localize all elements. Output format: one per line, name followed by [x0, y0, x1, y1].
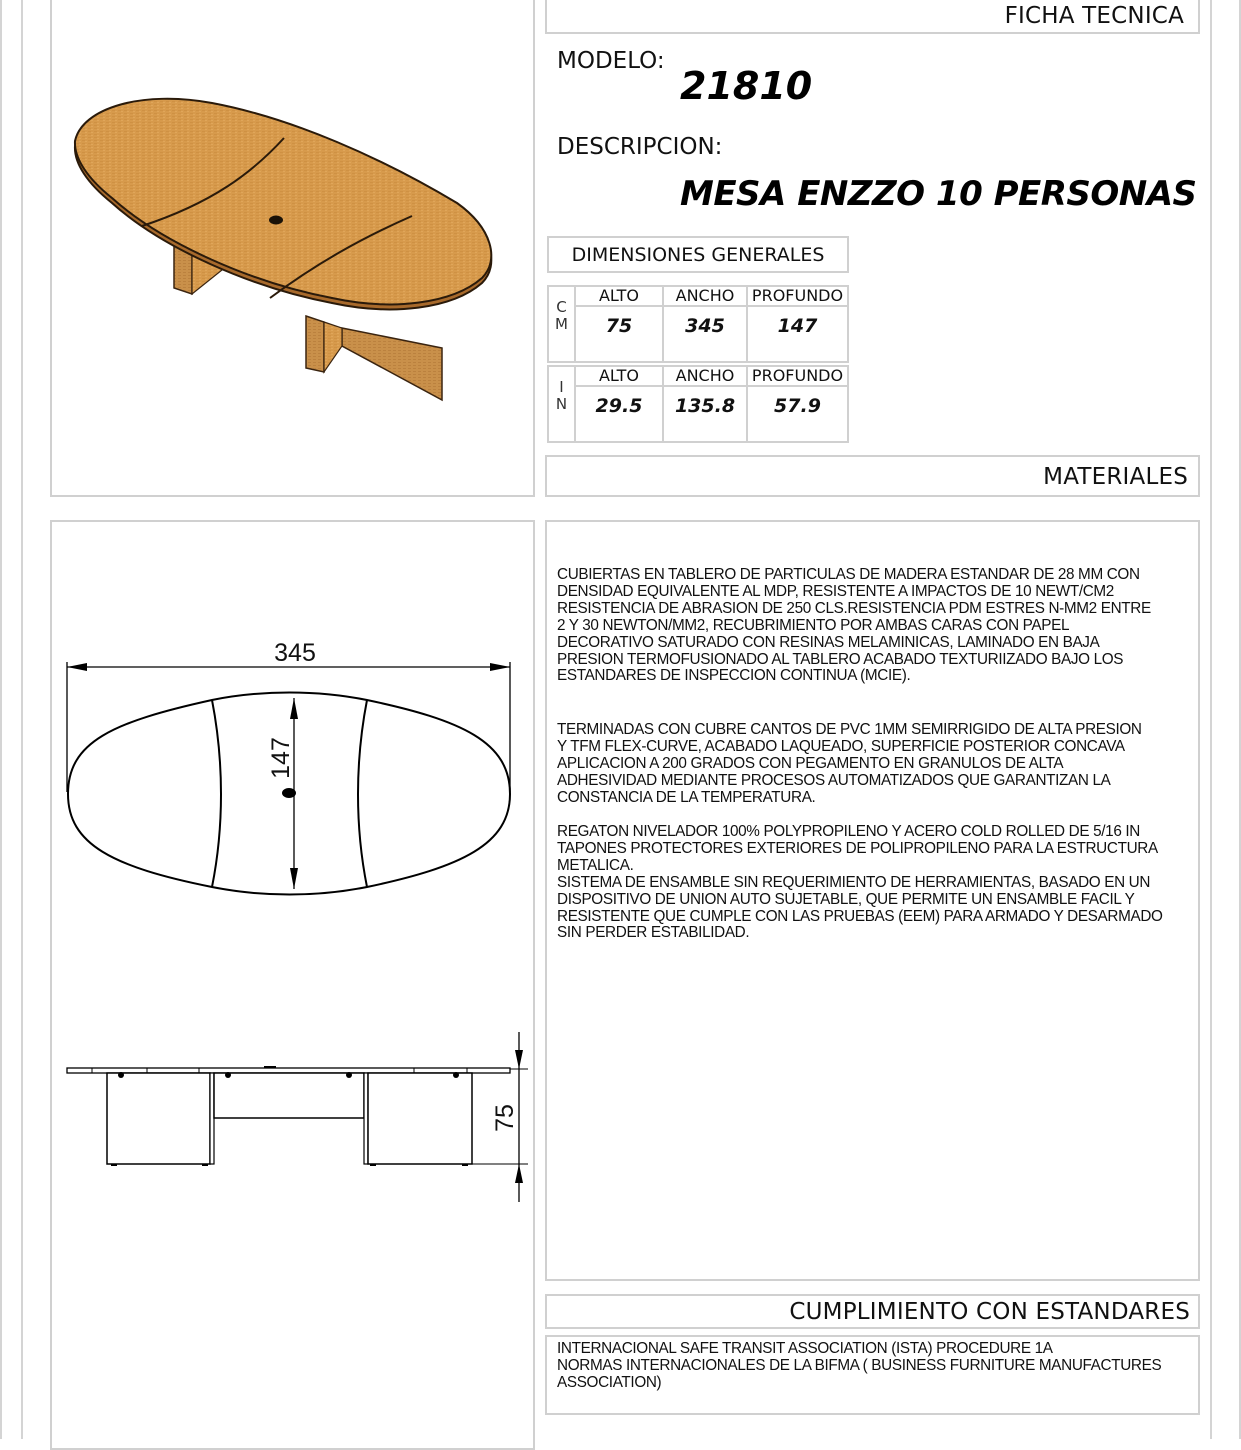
table-leg-right: [306, 316, 442, 400]
sheet-title-header: [545, 0, 1200, 34]
table-top-surface: [75, 99, 491, 305]
side-view-leg-left: [107, 1073, 210, 1164]
top-view-seam-right: [358, 700, 367, 887]
unit-in-line2: N: [555, 395, 568, 413]
arrow-right-icon: [490, 663, 510, 671]
model-value: 21810: [680, 64, 813, 108]
model-label: MODELO:: [557, 48, 665, 74]
arrow-left-icon: [67, 663, 87, 671]
width-dimension-label: 345: [274, 639, 316, 667]
table-isometric-render: [52, 0, 533, 495]
dimensions-table-in: [547, 365, 849, 443]
dimensions-title-box: [547, 236, 849, 273]
arrow-up-icon: [290, 698, 298, 719]
side-view-leg-right: [368, 1073, 472, 1164]
frame-line-right-inner: [1210, 0, 1212, 1439]
standards-header: [545, 1294, 1200, 1329]
unit-cell-in: [548, 366, 575, 442]
drawings-panel: [50, 520, 535, 1450]
frame-line-left-inner: [21, 0, 23, 1439]
arrow-up-icon: [515, 1164, 523, 1183]
value-profundo-cm: 147: [747, 306, 848, 362]
description-label: DESCRIPCION:: [557, 134, 723, 160]
top-view-drawing: [52, 522, 533, 1448]
materials-title: MATERIALES: [1043, 464, 1188, 490]
cable-grommet-icon: [269, 216, 283, 225]
side-view-beam: [214, 1073, 364, 1118]
render-panel: [50, 0, 535, 497]
header-ancho: ANCHO: [663, 366, 747, 386]
top-view-seam-left: [212, 700, 221, 887]
header-ancho: ANCHO: [663, 286, 747, 306]
standards-text: INTERNACIONAL SAFE TRANSIT ASSOCIATION (ISTA) PROCEDURE 1A NORMAS INTERNACIONALES DE LA BIFMA ( BUSINESS FURNITURE MANUFACTURES ASSOCIATION): [557, 1340, 1162, 1391]
unit-cm-line1: C: [556, 298, 567, 316]
dimensions-table-cm: [547, 285, 849, 363]
materials-paragraph-2: TERMINADAS CON CUBRE CANTOS DE PVC 1MM SEMIRRIGIDO DE ALTA PRESION Y TFM FLEX-CURVE, ACABADO LAQUEADO, SUPERFICIE POSTERIOR CONCAVA APLICACION A 200 GRADOS CON PEGAMENTO EN GRANULOS DE ALTA ADHESIVIDAD MEDIANTE PROCESOS AUTOMATIZADOS QUE GARANTIZAN LA CONSTANCIA DE LA TEMPERATURA.: [557, 721, 1142, 806]
sheet-title: FICHA TECNICA: [1004, 3, 1184, 29]
side-view-drawing: [67, 1066, 510, 1166]
materials-paragraph-1: CUBIERTAS EN TABLERO DE PARTICULAS DE MADERA ESTANDAR DE 28 MM CON DENSIDAD EQUIVALENTE AL MDP, RESISTENTE A IMPACTOS DE 10 NEWT/CM2 RESISTENCIA DE ABRASION DE 250 CLS.RESISTENCIA PDM ESTRES N-MM2 ENTRE 2 Y 30 NEWTON/MM2, RECUBRIMIENTO POR AMBAS CARAS CON PAPEL DECORATIVO SATURADO CON RESINAS MELAMINICAS, LAMINADO EN BAJA PRESION TERMOFUSIONADO AL TABLERO ACABADO TEXTURIIZADO BAJO LOS ESTANDARES DE INSPECCION CONTINUA (MCIE).: [557, 566, 1151, 685]
unit-in-line1: I: [559, 378, 564, 396]
frame-line-left-outer: [0, 0, 2, 1439]
materials-paragraph-3: REGATON NIVELADOR 100% POLYPROPILENO Y ACERO COLD ROLLED DE 5/16 IN TAPONES PROTECTORES EXTERIORES DE POLIPROPILENO PARA LA ESTRUCTURA METALICA. SISTEMA DE ENSAMBLE SIN REQUERIMIENTO DE HERRAMIENTAS, BASADO EN UN DISPOSITIVO DE UNION AUTO SUJETABLE, QUE PERMITE UN ENSAMBLE FACIL Y RESISTENTE QUE CUMPLE CON LAS PRUEBAS (EEM) PARA ARMADO Y DESARMADO SIN PERDER ESTABILIDAD.: [557, 823, 1163, 942]
value-ancho-in: 135.8: [663, 386, 747, 442]
value-alto-cm: 75: [575, 306, 663, 362]
description-value: MESA ENZZO 10 PERSONAS: [680, 174, 1197, 214]
materials-panel: [545, 520, 1200, 1281]
header-profundo: PROFUNDO: [747, 286, 848, 306]
value-profundo-in: 57.9: [747, 386, 848, 442]
dimensions-title: DIMENSIONES GENERALES: [571, 244, 825, 266]
materials-header: [545, 455, 1200, 497]
grommet-hole-icon: [282, 788, 296, 798]
header-alto: ALTO: [575, 286, 663, 306]
header-alto: ALTO: [575, 366, 663, 386]
unit-cell-cm: [548, 286, 575, 362]
standards-panel: [545, 1335, 1200, 1415]
value-alto-in: 29.5: [575, 386, 663, 442]
height-dimension-label: 75: [491, 1104, 519, 1132]
arrow-down-icon: [290, 868, 298, 889]
unit-cm-line2: M: [555, 315, 568, 333]
depth-dimension-label: 147: [267, 737, 295, 779]
header-profundo: PROFUNDO: [747, 366, 848, 386]
standards-title: CUMPLIMIENTO CON ESTANDARES: [789, 1299, 1190, 1325]
value-ancho-cm: 345: [663, 306, 747, 362]
arrow-down-icon: [515, 1050, 523, 1069]
